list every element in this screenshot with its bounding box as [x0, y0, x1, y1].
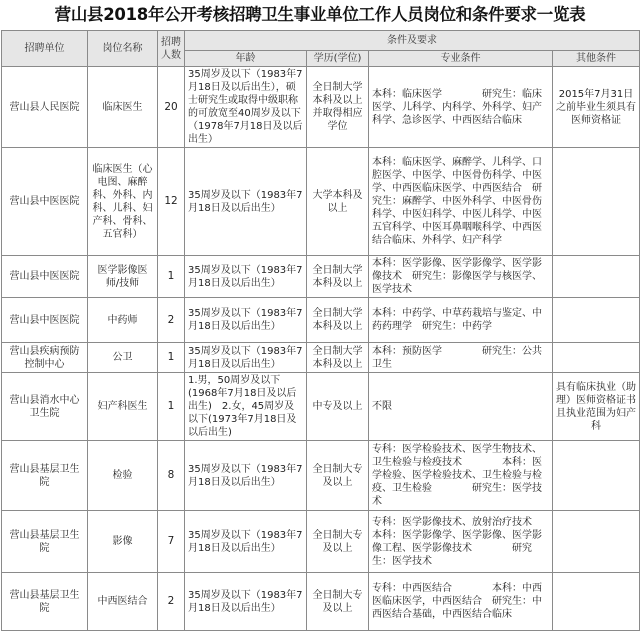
cell-position: 医学影像医师/技师 — [88, 256, 158, 298]
table-row — [2, 441, 640, 511]
cell-education: 全日制大学本科及以上 — [307, 256, 369, 298]
header-age: 年龄 — [185, 51, 307, 67]
cell-major: 专科：中西医结合 本科：中西医临床医学，中西医结合 研究生：中西医结合基础，中西医结合临床 — [369, 573, 553, 631]
header-unit: 招聘单位 — [2, 31, 88, 67]
cell-age: 35周岁及以下（1983年7月18日及以后出生），硕士研究生或取得中级职称的可放宽至40周岁及以下（1978年7月18日及以后出生） — [185, 67, 307, 148]
header-position: 岗位名称 — [88, 31, 158, 67]
table-row — [2, 373, 640, 441]
table-row — [2, 573, 640, 631]
cell-position: 妇产科医生 — [88, 373, 158, 441]
cell-other — [553, 298, 640, 343]
cell-unit: 营山县中医医院 — [2, 148, 88, 256]
cell-count: 12 — [158, 148, 185, 256]
cell-unit: 营山县基层卫生院 — [2, 573, 88, 631]
cell-unit: 营山县中医医院 — [2, 256, 88, 298]
cell-other — [553, 343, 640, 373]
cell-other: 2015年7月31日之前毕业生须具有医师资格证 — [553, 67, 640, 148]
cell-education: 中专及以上 — [307, 373, 369, 441]
cell-major: 本科：预防医学 研究生：公共卫生 — [369, 343, 553, 373]
cell-count: 7 — [158, 511, 185, 573]
cell-major: 本科：临床医学 研究生：临床医学、儿科学、内科学、外科学、妇产科学、急诊医学、中西医结合临床 — [369, 67, 553, 148]
cell-age: 1.男，50周岁及以下(1968年7月18日及以后出生) 2.女，45周岁及以下(1973年7月18日及以后出生) — [185, 373, 307, 441]
header-other: 其他条件 — [553, 51, 640, 67]
cell-position: 公卫 — [88, 343, 158, 373]
cell-count: 2 — [158, 298, 185, 343]
cell-other — [553, 441, 640, 511]
table-row — [2, 256, 640, 298]
cell-count: 1 — [158, 343, 185, 373]
cell-major: 本科：临床医学、麻醉学、儿科学、口腔医学、中医学、中医骨伤科学、中医学、中西医临床医学、中西医结合 研究生：麻醉学、中医外科学、中医骨伤科学、中医妇科学、中医儿科学、中医五官科学、中医耳鼻咽喉科学、中西医结合临床、外科学、妇产科学 — [369, 148, 553, 256]
header-count: 招聘人数 — [158, 31, 185, 67]
cell-other — [553, 511, 640, 573]
cell-age: 35周岁及以下（1983年7月18日及以后出生） — [185, 256, 307, 298]
cell-education: 全日制大专及以上 — [307, 441, 369, 511]
cell-major: 不限 — [369, 373, 553, 441]
table-row — [2, 511, 640, 573]
cell-unit: 营山县基层卫生院 — [2, 511, 88, 573]
cell-count: 8 — [158, 441, 185, 511]
header-major: 专业条件 — [369, 51, 553, 67]
cell-education: 全日制大学本科及以上 — [307, 343, 369, 373]
header-conditions: 条件及要求 — [185, 31, 640, 51]
cell-count: 1 — [158, 373, 185, 441]
cell-major: 专科：医学影像技术、放射治疗技术 本科：医学影像学、医学影像、医学影像工程、医学影像技术 研究生：医学技术 — [369, 511, 553, 573]
cell-position: 影像 — [88, 511, 158, 573]
cell-unit: 营山县人民医院 — [2, 67, 88, 148]
cell-unit: 营山县中医医院 — [2, 298, 88, 343]
cell-education: 全日制大专及以上 — [307, 511, 369, 573]
cell-count: 20 — [158, 67, 185, 148]
cell-major: 本科：中药学、中草药栽培与鉴定、中药药理学 研究生：中药学 — [369, 298, 553, 343]
cell-age: 35周岁及以下（1983年7月18日及以后出生） — [185, 343, 307, 373]
cell-unit: 营山县疾病预防控制中心 — [2, 343, 88, 373]
cell-education: 大学本科及以上 — [307, 148, 369, 256]
document-title: 营山县2018年公开考核招聘卫生事业单位工作人员岗位和条件要求一览表 — [54, 5, 586, 24]
cell-position: 中药师 — [88, 298, 158, 343]
cell-position: 检验 — [88, 441, 158, 511]
recruitment-table — [1, 30, 640, 631]
cell-education: 全日制大专及以上 — [307, 573, 369, 631]
cell-age: 35周岁及以下（1983年7月18日及以后出生） — [185, 441, 307, 511]
cell-other: 具有临床执业（助理）医师资格证书且执业范围为妇产科 — [553, 373, 640, 441]
cell-other — [553, 573, 640, 631]
cell-other — [553, 256, 640, 298]
cell-other — [553, 148, 640, 256]
cell-position: 临床医生 — [88, 67, 158, 148]
table-row — [2, 343, 640, 373]
cell-unit: 营山县基层卫生院 — [2, 441, 88, 511]
cell-count: 2 — [158, 573, 185, 631]
cell-unit: 营山县消水中心卫生院 — [2, 373, 88, 441]
cell-age: 35周岁及以下（1983年7月18日及以后出生） — [185, 511, 307, 573]
table-row — [2, 67, 640, 148]
cell-major: 专科：医学检验技术、医学生物技术、卫生检验与检疫技术 本科：医学检验、医学检验技术、卫生检验与检疫、卫生检验 研究生：医学技术 — [369, 441, 553, 511]
cell-major: 本科：医学影像、医学影像学、医学影像技术 研究生：影像医学与核医学、医学技术 — [369, 256, 553, 298]
cell-age: 35周岁及以下（1983年7月18日及以后出生） — [185, 148, 307, 256]
cell-age: 35周岁及以下（1983年7月18日及以后出生） — [185, 298, 307, 343]
header-education: 学历(学位) — [307, 51, 369, 67]
cell-position: 临床医生（心电图、麻醉科、外科、内科、儿科、妇产科、骨科、五官科） — [88, 148, 158, 256]
cell-count: 1 — [158, 256, 185, 298]
cell-education: 全日制大学本科及以上 — [307, 298, 369, 343]
cell-age: 35周岁及以下（1983年7月18日及以后出生） — [185, 573, 307, 631]
table-row — [2, 298, 640, 343]
cell-education: 全日制大学本科及以上并取得相应学位 — [307, 67, 369, 148]
table-row — [2, 148, 640, 256]
cell-position: 中西医结合 — [88, 573, 158, 631]
